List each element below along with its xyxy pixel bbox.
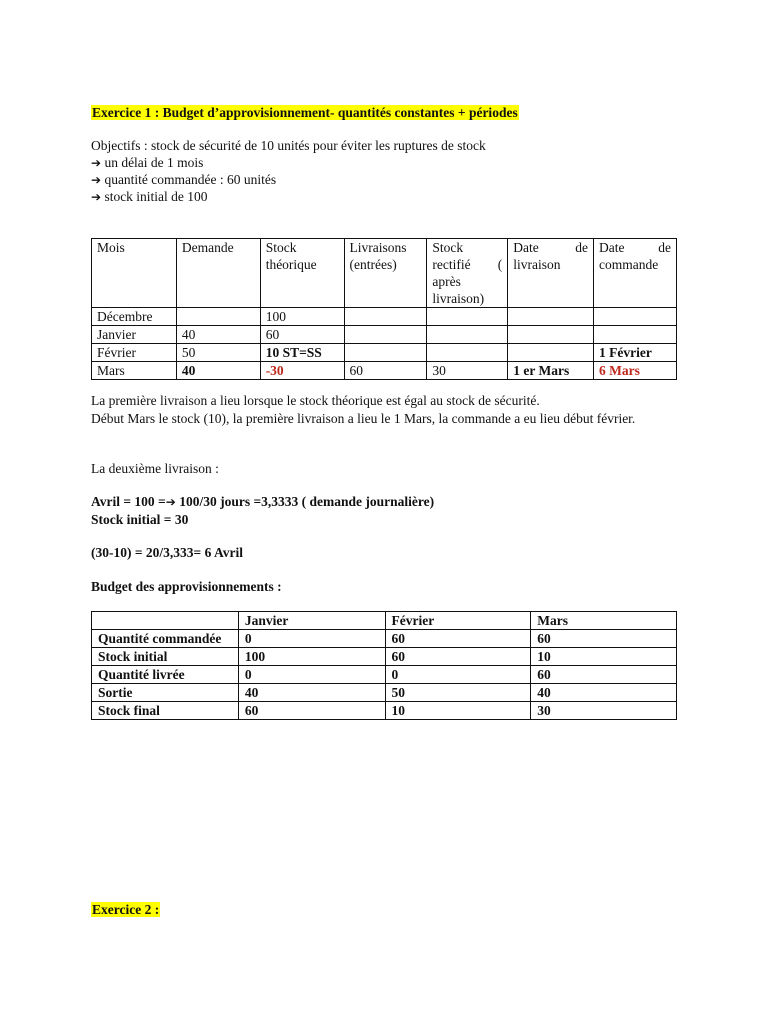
table-row xyxy=(92,702,677,720)
table-cell: 100 xyxy=(238,648,385,666)
stock-table xyxy=(91,238,677,380)
table-row xyxy=(92,666,677,684)
right-arrow-icon: ➔ xyxy=(91,156,102,170)
right-arrow-icon: ➔ xyxy=(91,190,102,204)
table-cell: 1 er Mars xyxy=(508,362,594,380)
table-cell: 30 xyxy=(427,362,508,380)
bullet-text: un délai de 1 mois xyxy=(104,155,204,170)
table-cell: 6 Mars xyxy=(594,362,677,380)
table-cell xyxy=(427,326,508,344)
table-cell: 40 xyxy=(531,684,677,702)
table-cell: 0 xyxy=(238,666,385,684)
paragraph-line: La première livraison a lieu lorsque le stock théorique est égal au stock de sécurité. xyxy=(91,393,540,408)
row-label: Quantité livrée xyxy=(92,666,239,684)
header-cell: Stock théorique xyxy=(260,239,344,308)
table-cell: -30 xyxy=(260,362,344,380)
table-cell xyxy=(427,308,508,326)
table-cell: 40 xyxy=(176,362,260,380)
row-label: Sortie xyxy=(92,684,239,702)
right-arrow-icon: ➔ xyxy=(165,495,176,509)
header-cell: Date de livraison xyxy=(508,239,594,308)
table-cell: Mars xyxy=(92,362,177,380)
table-cell: 1 Février xyxy=(594,344,677,362)
paragraph-line: Début Mars le stock (10), la première livraison a lieu le 1 Mars, la commande a eu lieu début février. xyxy=(91,411,636,426)
table-row xyxy=(92,344,677,362)
header-cell: Demande xyxy=(176,239,260,308)
exercise-2-title: Exercice 2 : xyxy=(92,902,160,917)
bullet-item xyxy=(91,188,677,206)
table-header-row xyxy=(92,239,677,308)
table-row xyxy=(92,684,677,702)
bullet-item xyxy=(91,171,677,189)
calculation-text: 100/30 jours =3,3333 ( demande journalière) xyxy=(175,494,435,509)
header-cell xyxy=(92,612,239,630)
table-row xyxy=(92,648,677,666)
header-cell: Livraisons (entrées) xyxy=(344,239,427,308)
objectives-text: Objectifs : stock de sécurité de 10 unités pour éviter les ruptures de stock xyxy=(91,138,486,153)
table-cell: 10 ST=SS xyxy=(260,344,344,362)
table-cell: 100 xyxy=(260,308,344,326)
table-cell xyxy=(508,308,594,326)
table-cell: 60 xyxy=(260,326,344,344)
budget-table xyxy=(91,611,677,720)
table-cell xyxy=(508,344,594,362)
table-cell xyxy=(344,344,427,362)
table-cell: 60 xyxy=(344,362,427,380)
calculation-line: (30-10) = 20/3,333= 6 Avril xyxy=(91,545,243,560)
table-cell: 30 xyxy=(531,702,677,720)
header-cell: Janvier xyxy=(238,612,385,630)
table-cell: 60 xyxy=(385,630,531,648)
row-label: Stock initial xyxy=(92,648,239,666)
table-cell xyxy=(427,344,508,362)
row-label: Stock final xyxy=(92,702,239,720)
table-cell: Février xyxy=(92,344,177,362)
table-cell: 60 xyxy=(531,666,677,684)
table-cell: Décembre xyxy=(92,308,177,326)
header-cell: Février xyxy=(385,612,531,630)
table-cell: 40 xyxy=(238,684,385,702)
table-cell: 50 xyxy=(385,684,531,702)
table-cell: 0 xyxy=(238,630,385,648)
header-cell: Mois xyxy=(92,239,177,308)
table-cell xyxy=(508,326,594,344)
header-cell: Date de commande xyxy=(594,239,677,308)
table-cell xyxy=(594,326,677,344)
table-cell: 50 xyxy=(176,344,260,362)
budget-title: Budget des approvisionnements : xyxy=(91,579,282,594)
table-row xyxy=(92,362,677,380)
table-cell: 40 xyxy=(176,326,260,344)
table-row xyxy=(92,308,677,326)
table-cell xyxy=(594,308,677,326)
table-cell xyxy=(344,308,427,326)
header-cell: Stock rectifié ( après livraison) xyxy=(427,239,508,308)
table-cell: 10 xyxy=(531,648,677,666)
table-cell xyxy=(176,308,260,326)
calculation-line: Stock initial = 30 xyxy=(91,512,189,527)
calculation-text: Avril = 100 = xyxy=(91,494,166,509)
table-row xyxy=(92,630,677,648)
bullet-item xyxy=(91,154,677,172)
row-label: Quantité commandée xyxy=(92,630,239,648)
header-cell: Mars xyxy=(531,612,677,630)
table-header-row xyxy=(92,612,677,630)
table-cell: Janvier xyxy=(92,326,177,344)
right-arrow-icon: ➔ xyxy=(91,173,102,187)
bullet-text: stock initial de 100 xyxy=(104,189,208,204)
table-cell: 60 xyxy=(238,702,385,720)
table-cell: 0 xyxy=(385,666,531,684)
table-row xyxy=(92,326,677,344)
table-cell: 60 xyxy=(385,648,531,666)
table-cell: 10 xyxy=(385,702,531,720)
table-cell xyxy=(344,326,427,344)
exercise-1-heading-line xyxy=(91,104,677,121)
table-cell: 60 xyxy=(531,630,677,648)
exercise-1-title: Exercice 1 : Budget d’approvisionnement- quantités constantes + périodes xyxy=(92,105,518,120)
second-delivery-label: La deuxième livraison : xyxy=(91,461,219,476)
bullet-text: quantité commandée : 60 unités xyxy=(104,172,277,187)
exercise-2-heading-line xyxy=(91,901,677,918)
calculation-line xyxy=(91,493,677,511)
